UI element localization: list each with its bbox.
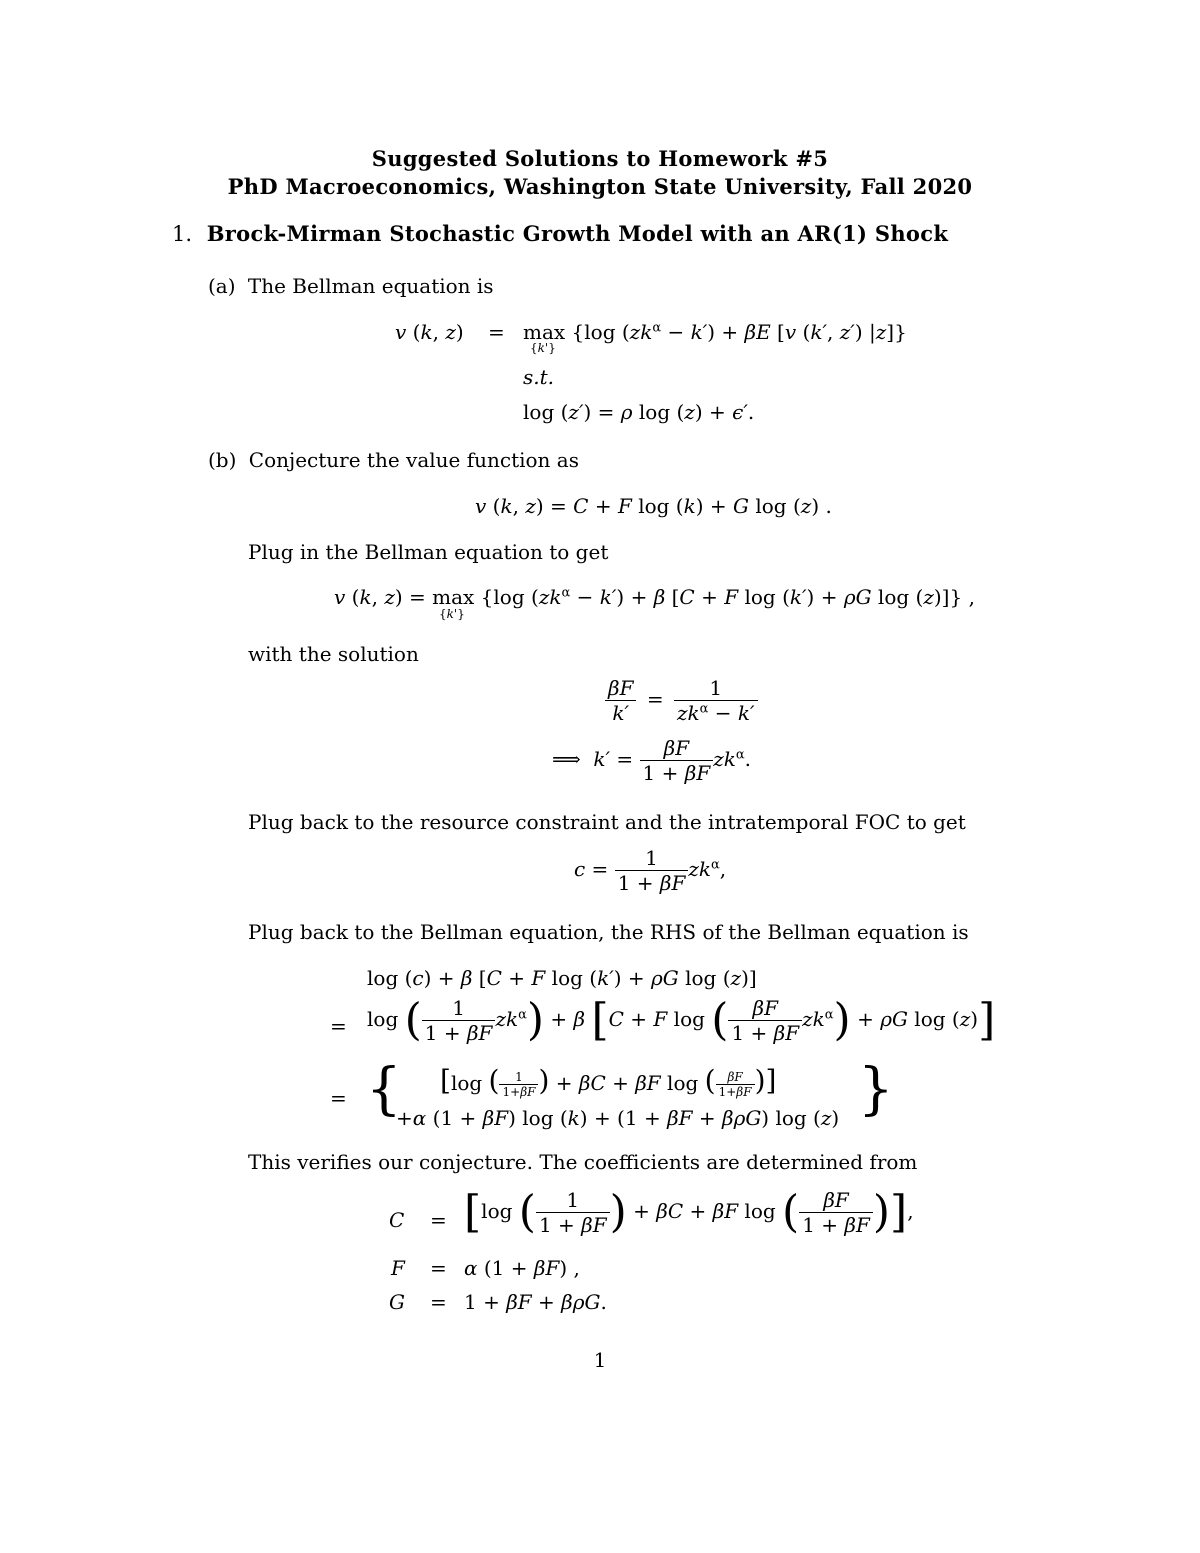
section-heading <box>172 221 948 246</box>
plug-back-bellman-text: Plug back to the Bellman equation, the RHS of the Bellman equation is <box>248 920 969 944</box>
page-number: 1 <box>593 1348 607 1372</box>
document-title: Suggested Solutions to Homework #5 <box>371 146 829 171</box>
rhs-line-3a: [log ( $\frac{1}{1+\beta F}$ ) + βC + βF log ( $\frac{\beta F}{1+\beta F}$ )] <box>440 1064 777 1099</box>
plug-back-resource-text: Plug back to the resource constraint and the intratemporal FOC to get <box>248 810 966 834</box>
document-subtitle: PhD Macroeconomics, Washington State University, Fall 2020 <box>227 174 973 199</box>
max-subscript: {k'} <box>530 341 556 355</box>
max-subscript-2: {k'} <box>439 607 465 621</box>
coef-f-rhs: α (1 + βF) , <box>464 1256 580 1280</box>
part-a-paragraph <box>208 274 494 298</box>
section-title: Brock-Mirman Stochastic Growth Model with an AR(1) Shock <box>206 221 949 246</box>
coef-g-equals: = <box>430 1290 447 1314</box>
brace-right: } <box>858 1057 894 1122</box>
section-number: 1. <box>172 222 193 246</box>
rhs-line-1: log (c) + β [C + F log (k′) + ρG log (z)] <box>367 966 757 990</box>
subject-to: s.t. <box>523 365 555 389</box>
consumption-policy: c = $\frac{1}{1 + \beta F}$ $zk^\alpha$, <box>574 846 727 895</box>
bellman-equation-rhs: max {log $(zk^\alpha - k') + \beta E$ [v (k′, z′) |z]} <box>523 320 907 344</box>
bellman-equation-equals: = <box>488 320 505 344</box>
brace-left: { <box>366 1057 402 1122</box>
part-b-paragraph <box>208 448 579 472</box>
part-a-label: (a) <box>208 274 236 298</box>
verify-conjecture-text: This verifies our conjecture. The coefficients are determined from <box>248 1150 918 1174</box>
bellman-equation-lhs: v (k, z) <box>395 320 464 344</box>
coef-c-rhs: [log ( $\frac{1}{1 + \beta F}$ ) + βC + βF log ( $\frac{\beta F}{1 + \beta F}$ )], <box>464 1186 914 1238</box>
coef-g-rhs: 1 + βF + βρG. <box>464 1290 607 1314</box>
foc-equation: $\frac{\beta F}{k'}$ = $\frac{1}{zk^\alpha - k'}$ <box>605 676 758 725</box>
part-a-text: The Bellman equation is <box>247 274 494 298</box>
policy-function-kprime: ⟹ k′ = $\frac{\beta F}{1 + \beta F}$ $zk^\alpha$. <box>552 736 751 785</box>
rhs-line-3b: +α (1 + βF) log (k) + (1 + βF + βρG) log (z) <box>396 1106 840 1130</box>
plug-in-bellman-text: Plug in the Bellman equation to get <box>248 540 609 564</box>
bellman-with-conjecture: v (k, z) = max {log $(zk^\alpha - k') + \beta$ [C + F log (k′) + ρG log (z)]} , <box>334 585 975 609</box>
coef-c-lhs: C <box>389 1208 405 1232</box>
coef-g-lhs: G <box>389 1290 405 1314</box>
coef-f-equals: = <box>430 1256 447 1280</box>
part-b-label: (b) <box>208 448 237 472</box>
coef-f-lhs: F <box>391 1256 405 1280</box>
value-function-conjecture: v (k, z) = C + F log (k) + G log (z) . <box>475 494 832 518</box>
rhs-line-2: log ( $\frac{1}{1 + \beta F}$ $zk^\alpha) + \beta$ [C + F log ( $\frac{\beta F}{1 + \beta F}$ $zk^\alpha) + \rho G$ log (z)] <box>367 994 996 1046</box>
ar1-shock-equation: log (z′) = ρ log (z) + ϵ′. <box>523 400 755 424</box>
part-b-text: Conjecture the value function as <box>248 448 579 472</box>
rhs-line-3-equals: = <box>330 1086 347 1110</box>
with-solution-text: with the solution <box>248 642 419 666</box>
rhs-line-2-equals: = <box>330 1014 347 1038</box>
coef-c-equals: = <box>430 1208 447 1232</box>
